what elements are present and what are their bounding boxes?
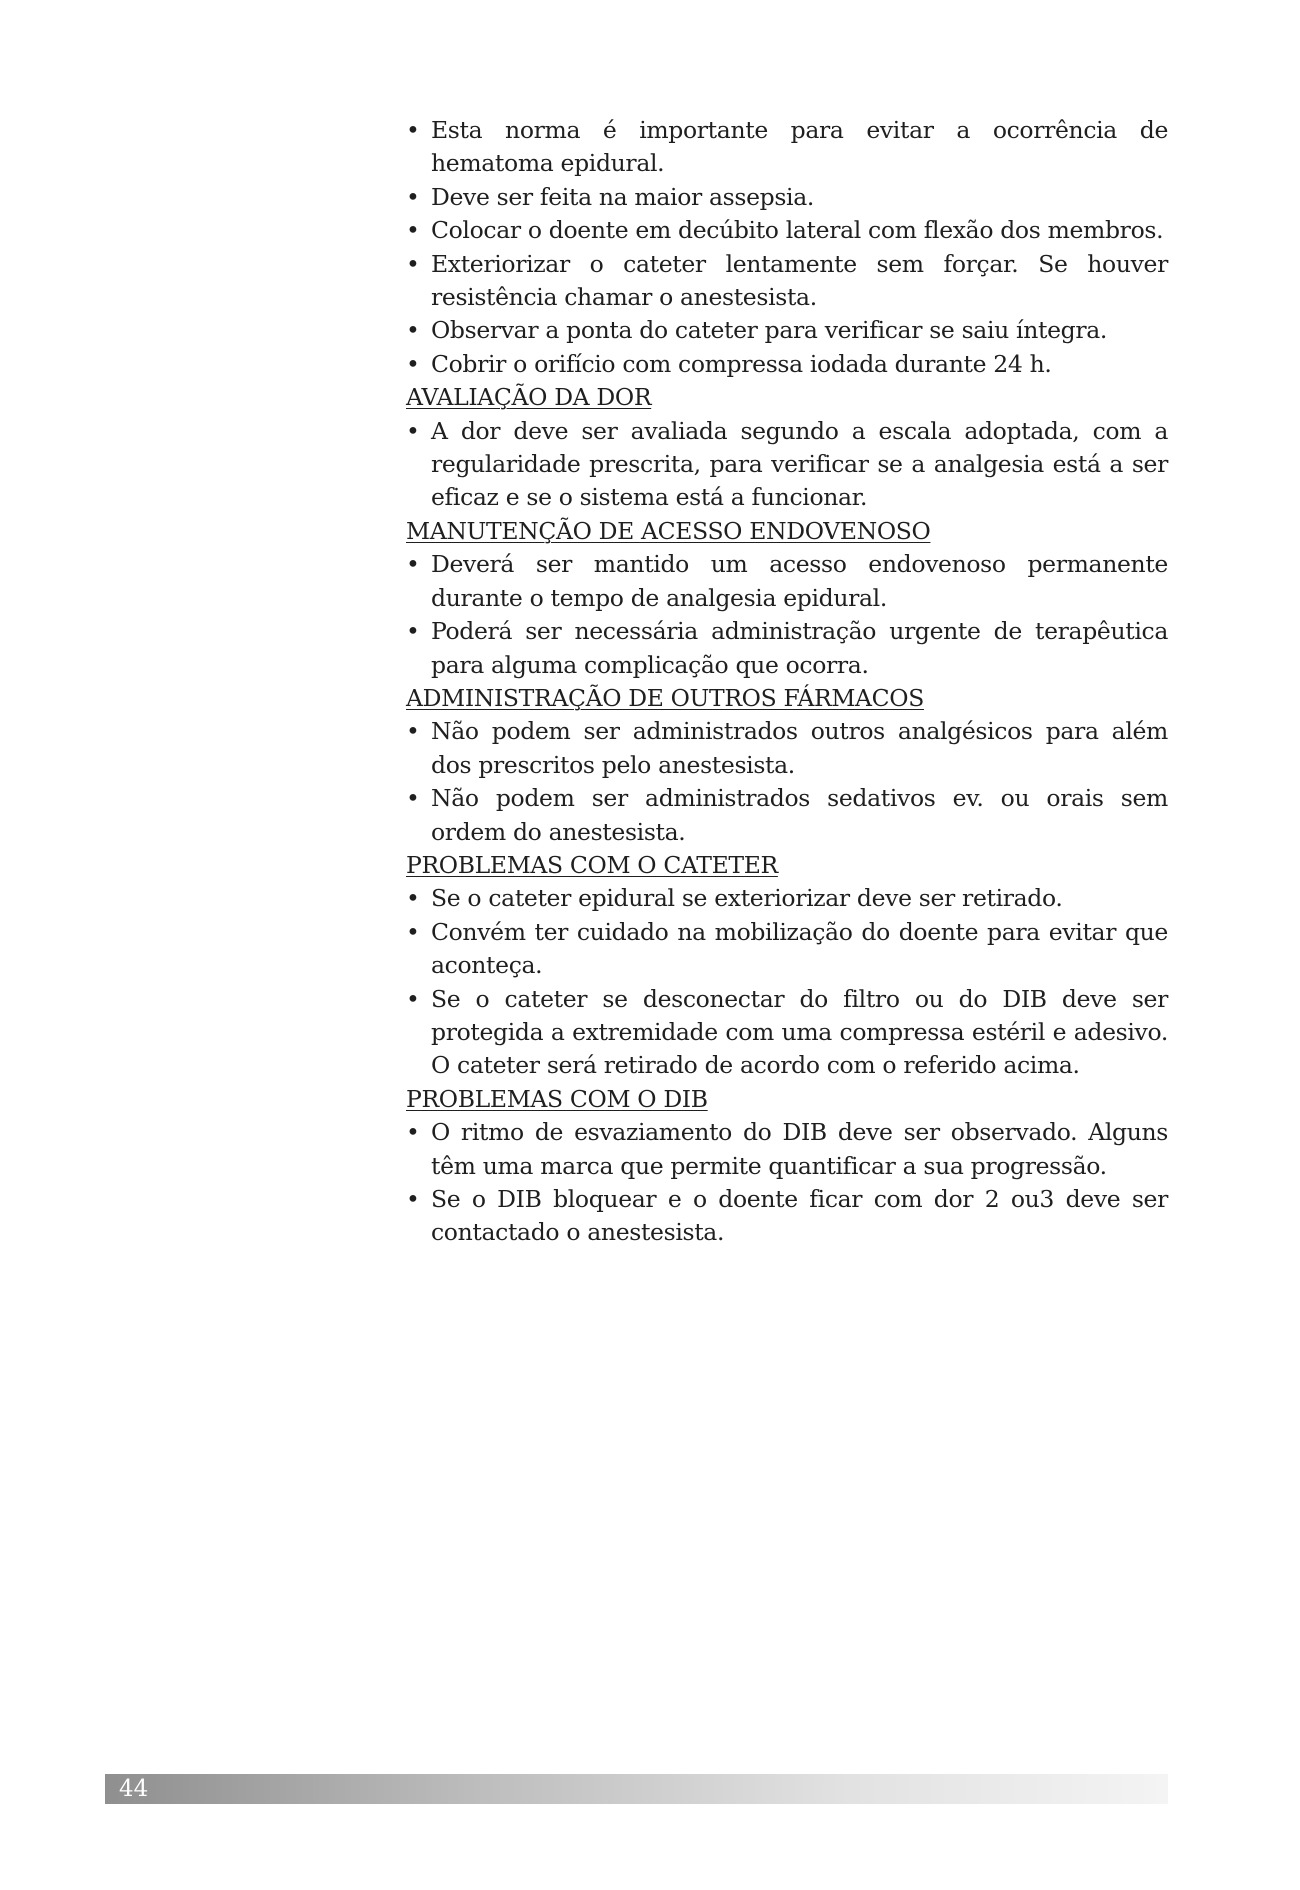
list-item: • Deve ser feita na maior assepsia. bbox=[406, 181, 1168, 214]
list-item: • Esta norma é importante para evitar a ocorrência de hematoma epidural. bbox=[406, 114, 1168, 181]
list-item: • Se o cateter se desconectar do filtro ou do DIB deve ser protegida a extremidade com uma compressa estéril e adesivo. O cateter será retirado de acordo com o referido acima. bbox=[406, 983, 1168, 1083]
list-item: • Se o cateter epidural se exteriorizar deve ser retirado. bbox=[406, 882, 1168, 915]
acesso-endovenoso-list bbox=[406, 548, 1168, 682]
section-heading-acesso-endovenoso: MANUTENÇÃO DE ACESSO ENDOVENOSO bbox=[406, 516, 931, 545]
list-item: • Não podem ser administrados outros analgésicos para além dos prescritos pelo anestesista. bbox=[406, 715, 1168, 782]
outros-farmacos-list bbox=[406, 715, 1168, 849]
section-heading-outros-farmacos: ADMINISTRAÇÃO DE OUTROS FÁRMACOS bbox=[406, 683, 924, 712]
list-item: • Exteriorizar o cateter lentamente sem forçar. Se houver resistência chamar o anestesista. bbox=[406, 248, 1168, 315]
list-item: • Convém ter cuidado na mobilização do doente para evitar que aconteça. bbox=[406, 916, 1168, 983]
page-content bbox=[406, 114, 1168, 1250]
page-number: 44 bbox=[119, 1776, 149, 1802]
list-item: • Cobrir o orifício com compressa iodada durante 24 h. bbox=[406, 348, 1168, 381]
avaliacao-dor-list bbox=[406, 415, 1168, 515]
list-item: • Se o DIB bloquear e o doente ficar com dor 2 ou3 deve ser contactado o anestesista. bbox=[406, 1183, 1168, 1250]
list-item: • Deverá ser mantido um acesso endovenoso permanente durante o tempo de analgesia epidural. bbox=[406, 548, 1168, 615]
section-heading-problemas-dib: PROBLEMAS COM O DIB bbox=[406, 1084, 708, 1113]
section-heading-problemas-cateter: PROBLEMAS COM O CATETER bbox=[406, 850, 778, 879]
list-item: • O ritmo de esvaziamento do DIB deve ser observado. Alguns têm uma marca que permite quantificar a sua progressão. bbox=[406, 1116, 1168, 1183]
list-item: • Observar a ponta do cateter para verificar se saiu íntegra. bbox=[406, 314, 1168, 347]
list-item: • Poderá ser necessária administração urgente de terapêutica para alguma complicação que ocorra. bbox=[406, 615, 1168, 682]
section-heading-avaliacao-dor: AVALIAÇÃO DA DOR bbox=[406, 383, 652, 412]
problemas-dib-list bbox=[406, 1116, 1168, 1250]
list-item: • Colocar o doente em decúbito lateral com flexão dos membros. bbox=[406, 214, 1168, 247]
footer-bar bbox=[105, 1774, 1168, 1804]
list-item: • Não podem ser administrados sedativos ev. ou orais sem ordem do anestesista. bbox=[406, 782, 1168, 849]
problemas-cateter-list bbox=[406, 882, 1168, 1082]
list-item: • A dor deve ser avaliada segundo a escala adoptada, com a regularidade prescrita, para verificar se a analgesia está a ser eficaz e se o sistema está a funcionar. bbox=[406, 415, 1168, 515]
intro-list bbox=[406, 114, 1168, 381]
